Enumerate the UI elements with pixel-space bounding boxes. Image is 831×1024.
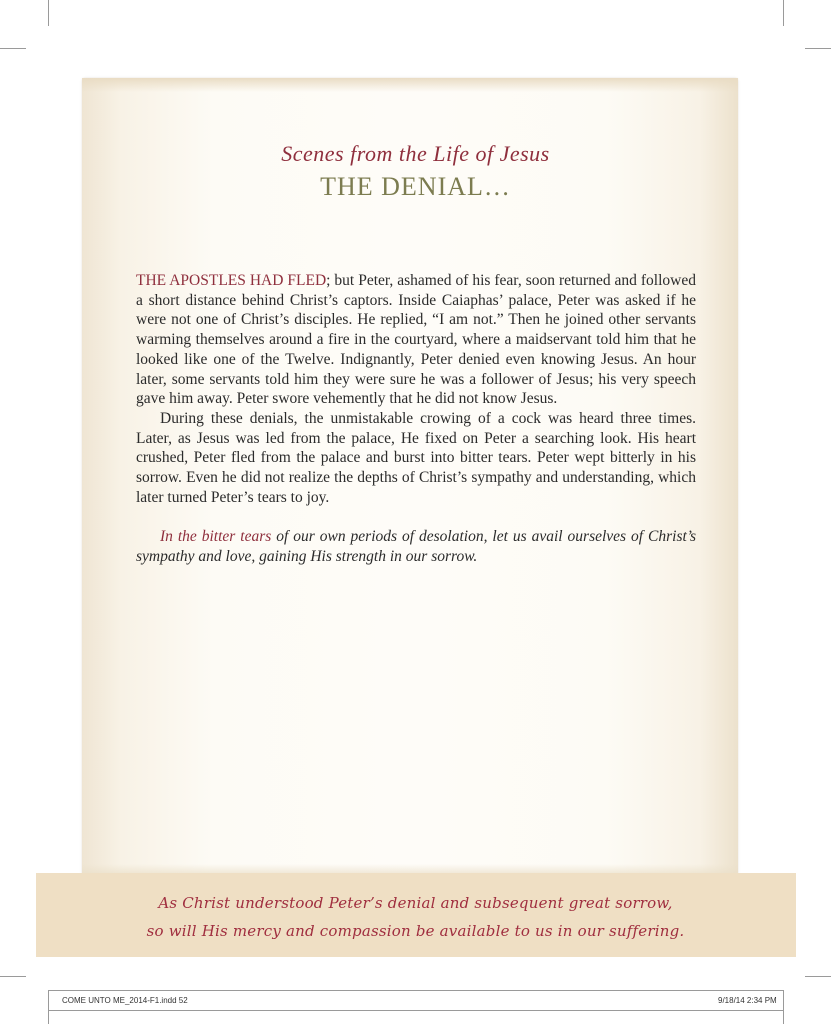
page-title: THE DENIAL… — [320, 172, 511, 201]
crop-mark — [0, 48, 26, 49]
paragraph-lead: THE APOSTLES HAD FLED — [136, 272, 327, 289]
crop-mark — [48, 0, 49, 26]
crop-mark — [805, 976, 831, 977]
quote-line-1: As Christ understood Peter’s denial and subsequent great sorrow, — [158, 894, 673, 912]
paragraph-text: ; but Peter, ashamed of his fear, soon returned and followed a short distance behind Christ’s captors. Inside Caiaphas’ palace, Peter was asked if he were not one of Christ’s disciples. He replied, “I am not.” Then he joined other servants warming themselves around a fire in the courtyard, where a maidservant told him that he looked like one of the Twelve. Indignantly, Peter denied even knowing Jesus. An hour later, some servants told him they were sure he was a follower of Jesus; his very speech gave him away. Peter swore vehemently that he did not know Jesus. — [136, 272, 696, 408]
crop-mark — [805, 48, 831, 49]
article-body — [136, 271, 696, 567]
quote-line-2: so will His mercy and compassion be available to us in our suffering. — [146, 922, 685, 940]
quote-band — [36, 873, 796, 957]
series-title: Scenes from the Life of Jesus — [281, 141, 550, 166]
crop-mark — [0, 976, 26, 977]
reflection-text: of our own periods of desolation, let us avail ourselves of Christ’s sympathy and love, gaining His strength in our sorrow. — [136, 528, 696, 566]
crop-mark — [783, 0, 784, 26]
paragraph-2: During these denials, the unmistakable crowing of a cock was heard three times. Later, as Jesus was led from the palace, He fixed on Peter a searching look. His heart crushed, Peter fled from the palace and burst into bitter tears. Peter wept bitterly in his sorrow. Even he did not realize the depths of Christ’s sympathy and understanding, which later turned Peter’s tears to joy. — [136, 409, 696, 506]
slug-file: COME UNTO ME_2014-F1.indd 52 — [62, 996, 188, 1005]
reflection-paragraph — [136, 527, 696, 566]
slug-date: 9/18/14 2:34 PM — [718, 996, 777, 1005]
paragraph-1 — [136, 271, 696, 409]
reflection-lead: In the bitter tears — [160, 528, 272, 546]
